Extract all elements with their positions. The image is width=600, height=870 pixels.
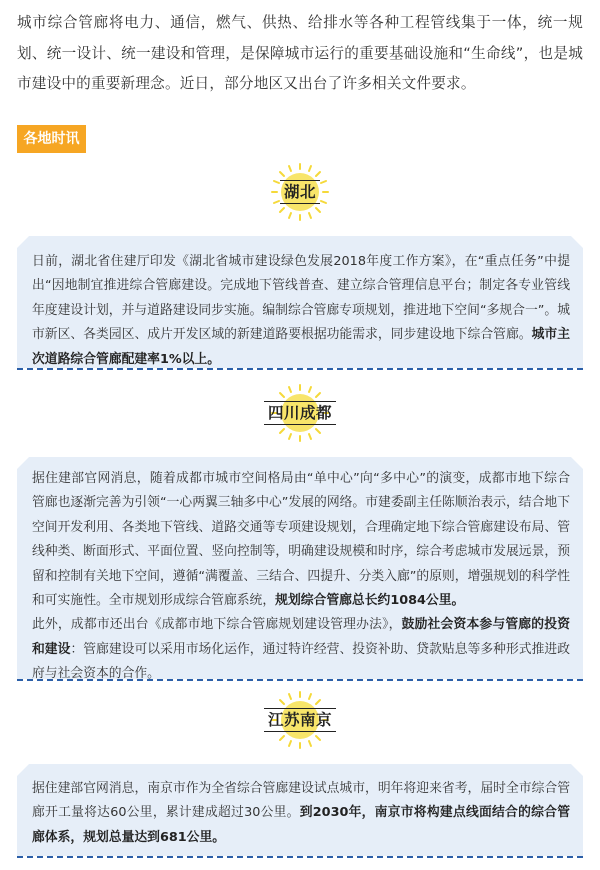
paragraph-highlight: 规划综合管廊总长约1084公里。 [275, 593, 465, 609]
region-title-nanjing [0, 690, 600, 750]
paragraph-highlight: 鼓励社会资本参与管廊的投资和建设 [32, 617, 570, 657]
card-paragraph [32, 467, 570, 613]
card-paragraph [32, 613, 570, 686]
paragraph-text: 据住建部官网消息，南京市作为全省综合管廊建设试点城市，明年将迎来省考，届时全市综合管廊开工量将达60公里，累计建成超过30公里。 [32, 781, 570, 821]
card-paragraph [32, 250, 570, 372]
paragraph-text: ：管廊建设可以采用市场化运作，通过特许经营、投资补助、贷款贴息等多种形式推进政府与社会资本的合作。 [32, 641, 571, 682]
paragraph-highlight: 城市主次道路综合管廊配建率1%以上。 [32, 327, 571, 367]
section-divider [17, 679, 583, 681]
paragraph-highlight: 到2030年，南京市将构建点线面结合的综合管廊体系，规划总量达到681公里。 [32, 805, 570, 845]
paragraph-text: 日前，湖北省住建厅印发《湖北省城市建设绿色发展2018年度工作方案》，在“重点任务”中提出“因地制宜推进综合管廊建设。完成地下管线普查、建立综合管理信息平台；制定各专业管线年度建设计划，并与道路建设同步实施。编制综合管廊专项规划，推进地下空间“多规合一”。城市新区、各类园区、成片开发区域的新建道路要根据功能需求，同步建设地下综合管廊。 [32, 254, 570, 343]
paragraph-text: 据住建部官网消息，随着成都市城市空间格局由“单中心”向“多中心”的演变，成都市地下综合管廊也逐渐完善为引领“一心两翼三轴多中心”发展的网络。市建委副主任陈顺治表示，结合地下空间开发利用、各类地下管线、道路交通等专项建设规划，合理确定地下综合管廊建设布局、管线种类、断面形式、平面位置、竖向控制等，明确建设规模和时序，综合考虑城市发展远景，预留和控制有关地下空间，遵循“满覆盖、三结合、四提升、分类入廊”的原则，增强规划的科学性和可实施性。全市规划形成综合管廊系统， [32, 471, 570, 609]
region-title-label: 四川成都 [264, 401, 336, 425]
region-title-hubei [0, 162, 600, 222]
region-title-label: 江苏南京 [264, 708, 336, 732]
region-card-nanjing [17, 764, 583, 856]
region-title-label: 湖北 [280, 180, 320, 204]
section-divider [17, 856, 583, 858]
region-title-chengdu [0, 383, 600, 443]
card-paragraph [32, 777, 570, 850]
intro-paragraph: 城市综合管廊将电力、通信，燃气、供热、给排水等各种工程管线集于一体，统一规划、统一设计、统一建设和管理，是保障城市运行的重要基础设施和“生命线”，也是城市建设中的重要新理念。近日，部分地区又出台了许多相关文件要求。 [17, 14, 583, 92]
region-card-chengdu [17, 457, 583, 682]
region-card-hubei [17, 236, 583, 368]
section-tag: 各地时讯 [17, 125, 86, 153]
paragraph-text: 此外，成都市还出台《成都市地下综合管廊规划建设管理办法》， [32, 617, 402, 633]
section-divider [17, 368, 583, 370]
